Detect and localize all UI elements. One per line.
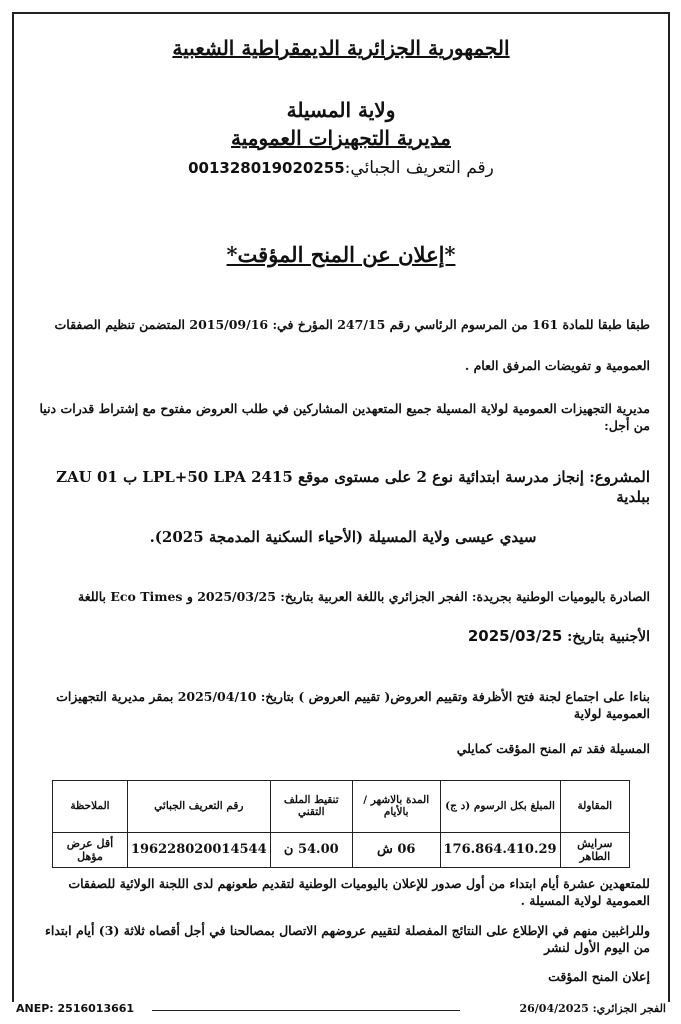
consultation-paragraph: وللراغبين منهم في الإطلاع على النتائج المفصلة لتقييم عروضهم الاتصال بمصالحنا في أجل أقصاه ثلاثة (3) أيام ابتداء من اليوم الأول لنشر (44, 923, 650, 956)
anep-number: ANEP: 2516013661 (16, 1002, 135, 1015)
notice-closing (14, 876, 668, 986)
meeting-line-2: المسيلة فقد تم المنح المؤقت كمايلي (456, 740, 650, 756)
paragraph-legal-basis-cont: العمومية و تفويضات المرفق العام . (464, 357, 650, 373)
col-technical: تنقيط الملف التقني (270, 780, 352, 832)
publication-date: 2025/03/25 (467, 627, 563, 646)
cell-amount: 176.864.410.29 (440, 832, 560, 867)
col-duration: المدة بالاشهر / بالأيام (352, 780, 440, 832)
table-row (53, 832, 630, 867)
paragraph-legal-basis: طبقا طبقا للمادة 161 من المرسوم الرئاسي رقم 247/15 المؤرخ في: 2015/09/16 المتضمن تنظيم الصفقات (54, 317, 650, 332)
col-notes: الملاحظة (53, 780, 128, 832)
publication-line-1: الصادرة باليوميات الوطنية بجريدة: الفجر الجزائري باللغة العربية بتاريخ: 2025/03/25 و Eco Times باللغة (78, 589, 650, 605)
footer-rule (152, 1010, 460, 1011)
meeting-line-1: بناءا على اجتماع لجنة فتح الأظرفة وتقييم العروض( تقييم العروض ) بتاريخ: 2025/04/10 بمقر مديرية التجهيزات العمومية لولاية (56, 689, 650, 721)
notice-header (14, 36, 668, 178)
appeal-paragraph: للمتعهدين عشرة أيام ابتداء من أول صدور للإعلان باليوميات الوطنية لتقديم طعونهم لدى اللجنة الولائية للصفقات العمومية لولاية المسيلة . (68, 875, 650, 908)
consultation-paragraph-end: إعلان المنح المؤقت (548, 969, 650, 985)
wilaya-heading: ولاية المسيلة (286, 98, 396, 122)
col-contractor: المقاولة (560, 780, 629, 832)
notice-body (14, 317, 668, 758)
directorate-heading: مديرية التجهيزات العمومية (231, 126, 451, 150)
cell-notes: أقل عرض مؤهل (53, 832, 128, 867)
cell-technical: 54.00 ن (270, 832, 352, 867)
publication-line-2-text: الأجنبية بتاريخ: (567, 629, 650, 646)
table-header-row (53, 780, 630, 832)
publication-line-2 (36, 626, 650, 647)
award-table (52, 780, 630, 868)
tax-id-value: 001328019020255 (188, 159, 345, 177)
col-taxid: رقم التعريف الجبائي (127, 780, 270, 832)
project-line-1: المشروع: إنجاز مدرسة ابتدائية نوع 2 على مستوى موقع 2415 LPL+50 LPA ب ZAU 01 ببلدية (56, 467, 650, 506)
newspaper-date: الفجر الجزائري: 26/04/2025 (519, 1002, 666, 1015)
notice-title: *إعلان عن المنح المؤقت* (226, 242, 456, 267)
tax-id-line (14, 158, 668, 178)
tax-id-label: رقم التعريف الجبائي: (344, 158, 494, 178)
notice-frame (12, 12, 670, 1012)
cell-contractor: سرايش الطاهر (560, 832, 629, 867)
republic-heading: الجمهورية الجزائرية الديمقراطية الشعبية (172, 36, 510, 60)
notice-footer (12, 1002, 670, 1020)
paragraph-directorate-notice: مديرية التجهيزات العمومية لولاية المسيلة جميع المتعهدين المشاركين في طلب العروض مفتوح مع إشتراط قدرات دنيا من أجل: (39, 400, 650, 433)
cell-duration: 06 ش (352, 832, 440, 867)
col-amount: المبلغ بكل الرسوم (د ج) (440, 780, 560, 832)
cell-taxid: 196228020014544 (127, 832, 270, 867)
project-line-2: سيدي عيسى ولاية المسيلة (الأحياء السكنية المدمجة 2025). (149, 528, 537, 546)
